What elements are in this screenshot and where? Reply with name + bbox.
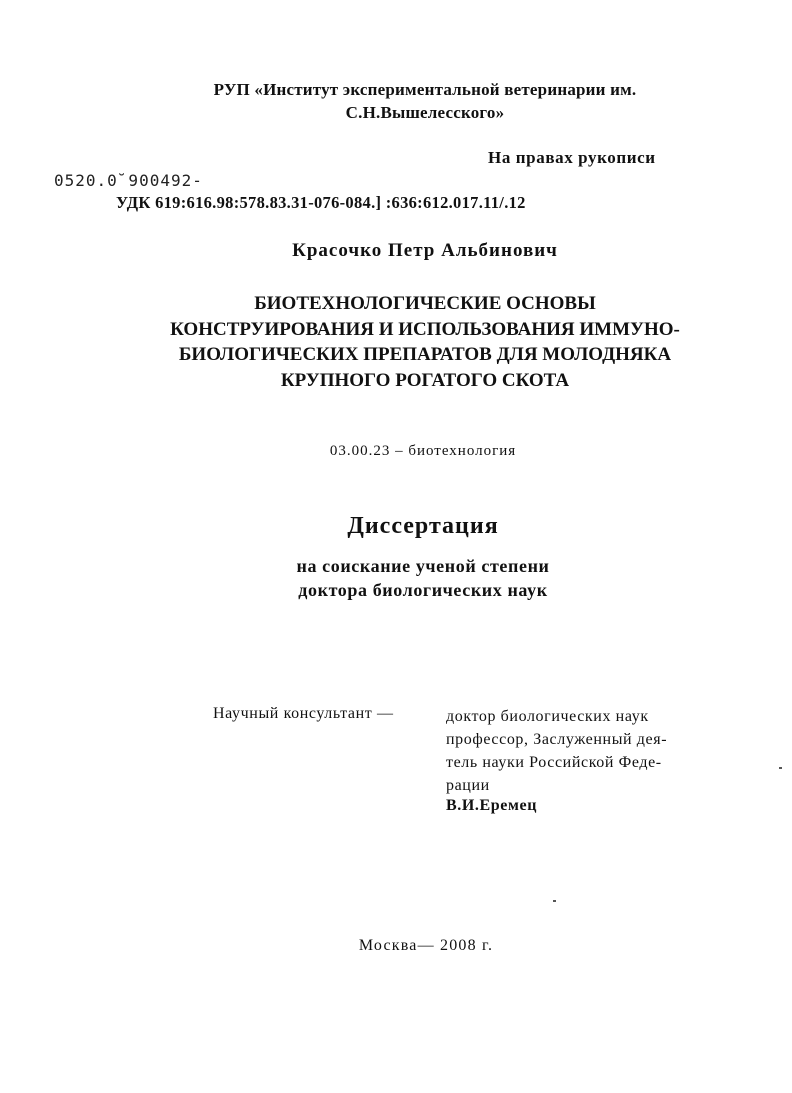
author-name: Красочко Петр Альбинович	[292, 240, 558, 261]
consultant-name: В.И.Еремец	[446, 797, 538, 814]
title-line-2: КОНСТРУИРОВАНИЯ И ИСПОЛЬЗОВАНИЯ ИММУНО-	[170, 318, 680, 340]
dissertation-title	[0, 291, 792, 393]
title-line-3: БИОЛОГИЧЕСКИХ ПРЕПАРАТОВ ДЛЯ МОЛОДНЯКА	[178, 344, 672, 365]
institution-line-1: РУП «Институт экспериментальной ветеринарии им.	[213, 80, 637, 99]
consultant-detail-line-1: доктор биологических наук	[446, 708, 649, 725]
consultant-detail-line-3: тель науки Российской Феде-	[446, 754, 662, 771]
document-type: Диссертация	[347, 513, 499, 539]
consultant-details	[446, 705, 667, 797]
institution-line-2: С.Н.Вышелесского»	[345, 103, 505, 122]
consultant-detail-line-2: профессор, Заслуженный дея-	[446, 731, 668, 748]
scan-speck	[779, 767, 782, 769]
institution-header	[0, 78, 792, 124]
title-line-4: КРУПНОГО РОГАТОГО СКОТА	[280, 369, 570, 391]
scan-speck	[553, 900, 556, 902]
city-year: Москва— 2008 г.	[358, 937, 494, 954]
consultant-detail-line-4: рации	[446, 777, 490, 794]
degree-line-1: на соискание ученой степени	[296, 556, 550, 576]
consultant-label: Научный консультант —	[213, 705, 394, 722]
archive-stamp-code: 0520.0̆ 900492-	[54, 171, 203, 190]
degree-line-2: доктора биологических наук	[298, 580, 548, 600]
udc-code: УДК 619:616.98:578.83.31-076-084.] :636:612.017.11/.12	[116, 193, 526, 212]
rights-notice: На правах рукописи	[488, 148, 656, 167]
degree-description	[0, 554, 792, 602]
title-line-1: БИОТЕХНОЛОГИЧЕСКИЕ ОСНОВЫ	[254, 293, 596, 314]
specialty-code: 03.00.23 – биотехнология	[329, 443, 517, 459]
